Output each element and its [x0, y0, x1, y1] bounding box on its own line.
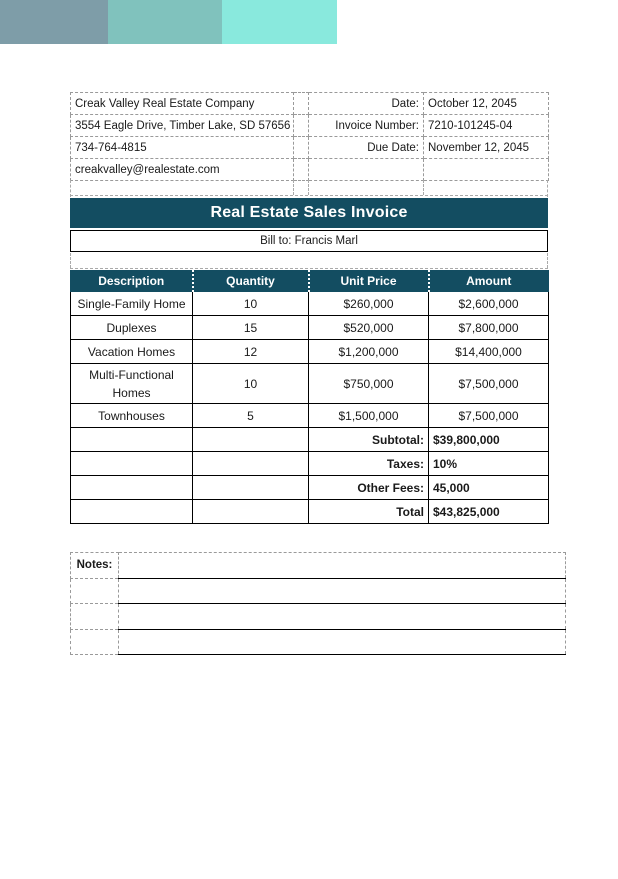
spacer-cell: [294, 93, 309, 115]
item-row: [71, 292, 549, 316]
item-unit-price: $520,000: [309, 316, 429, 340]
dashed-grid-line: [308, 180, 309, 195]
item-amount: $7,800,000: [429, 316, 549, 340]
item-quantity: 12: [193, 340, 309, 364]
summary-row: [71, 428, 549, 452]
items-table: [70, 270, 549, 524]
date-label: Date:: [309, 93, 424, 115]
empty-cell: [71, 428, 193, 452]
empty-cell: [309, 159, 424, 181]
spacer-cell: [294, 115, 309, 137]
dashed-grid-line: [70, 180, 71, 197]
item-quantity: 15: [193, 316, 309, 340]
company-phone: 734-764-4815: [71, 137, 294, 159]
item-description: Townhouses: [71, 404, 193, 428]
company-address: 3554 Eagle Drive, Timber Lake, SD 57656: [71, 115, 294, 137]
taxes-label: Taxes:: [309, 452, 429, 476]
summary-row: [71, 500, 549, 524]
notes-line-3[interactable]: [119, 604, 566, 630]
notes-label: Notes:: [71, 553, 119, 579]
dashed-grid-line: [293, 180, 294, 195]
item-quantity: 5: [193, 404, 309, 428]
notes-line-1[interactable]: [119, 553, 566, 579]
item-row: [71, 404, 549, 428]
empty-cell: [71, 476, 193, 500]
invoice-header-table: [70, 92, 549, 181]
item-quantity: 10: [193, 364, 309, 404]
item-amount: $2,600,000: [429, 292, 549, 316]
dashed-grid-line: [70, 195, 548, 196]
bill-to: Bill to: Francis Marl: [70, 230, 548, 252]
top-color-bar-1: [0, 0, 108, 44]
column-header-unit-price: Unit Price: [309, 271, 429, 292]
empty-cell: [71, 578, 119, 604]
notes-line-2[interactable]: [119, 578, 566, 604]
notes-line-4[interactable]: [119, 629, 566, 655]
company-email: creakvalley@realestate.com: [71, 159, 294, 181]
spacer-cell: [294, 159, 309, 181]
invoice-title: Real Estate Sales Invoice: [70, 198, 548, 228]
dashed-grid-line: [70, 268, 548, 269]
item-unit-price: $260,000: [309, 292, 429, 316]
other-fees-label: Other Fees:: [309, 476, 429, 500]
item-quantity: 10: [193, 292, 309, 316]
item-description: Vacation Homes: [71, 340, 193, 364]
empty-cell: [193, 428, 309, 452]
dashed-grid-line: [70, 253, 71, 268]
top-color-bar-2: [108, 0, 222, 44]
spacer-cell: [294, 137, 309, 159]
summary-row: [71, 452, 549, 476]
invoice-number-value: 7210-101245-04: [424, 115, 549, 137]
item-description: Single-Family Home: [71, 292, 193, 316]
item-row: [71, 340, 549, 364]
notes-section: [70, 552, 566, 655]
dashed-grid-line: [547, 180, 548, 197]
subtotal-label: Subtotal:: [309, 428, 429, 452]
item-amount: $7,500,000: [429, 404, 549, 428]
item-unit-price: $1,200,000: [309, 340, 429, 364]
item-unit-price: $1,500,000: [309, 404, 429, 428]
column-header-quantity: Quantity: [193, 271, 309, 292]
empty-cell: [71, 604, 119, 630]
item-unit-price: $750,000: [309, 364, 429, 404]
total-label: Total: [309, 500, 429, 524]
empty-cell: [193, 452, 309, 476]
subtotal-value: $39,800,000: [429, 428, 549, 452]
top-color-bar-3: [222, 0, 337, 44]
item-amount: $14,400,000: [429, 340, 549, 364]
empty-cell: [71, 629, 119, 655]
total-value: $43,825,000: [429, 500, 549, 524]
empty-cell: [71, 500, 193, 524]
due-date-label: Due Date:: [309, 137, 424, 159]
due-date-value: November 12, 2045: [424, 137, 549, 159]
item-row: [71, 316, 549, 340]
other-fees-value: 45,000: [429, 476, 549, 500]
summary-row: [71, 476, 549, 500]
item-amount: $7,500,000: [429, 364, 549, 404]
company-name: Creak Valley Real Estate Company: [71, 93, 294, 115]
item-description: Multi-Functional Homes: [71, 364, 193, 404]
item-description: Duplexes: [71, 316, 193, 340]
dashed-grid-line: [547, 253, 548, 268]
dashed-grid-line: [423, 180, 424, 195]
empty-cell: [71, 452, 193, 476]
empty-cell: [193, 500, 309, 524]
taxes-value: 10%: [429, 452, 549, 476]
empty-cell: [193, 476, 309, 500]
column-header-description: Description: [71, 271, 193, 292]
column-header-amount: Amount: [429, 271, 549, 292]
item-row: [71, 364, 549, 404]
empty-cell: [424, 159, 549, 181]
date-value: October 12, 2045: [424, 93, 549, 115]
invoice-number-label: Invoice Number:: [309, 115, 424, 137]
